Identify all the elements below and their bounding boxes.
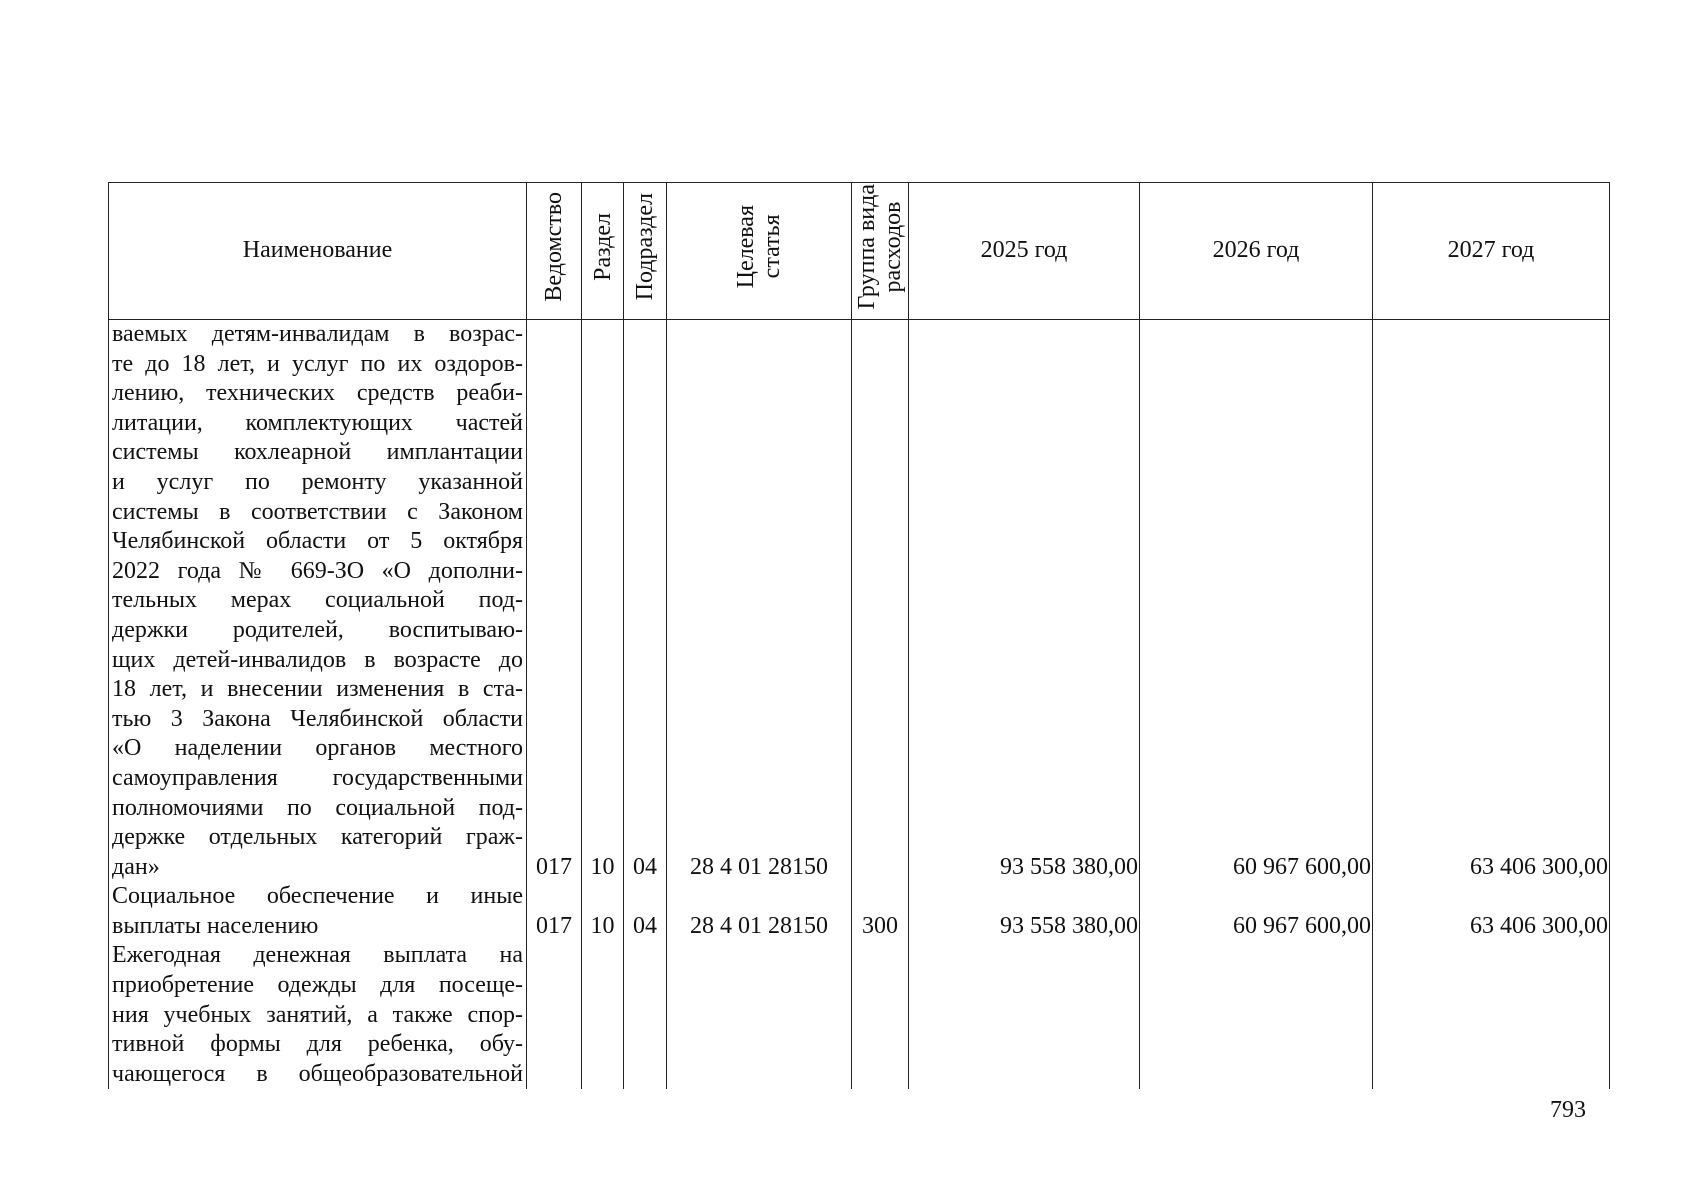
table-body [109,320,1610,1090]
name-line: 2022 года № 669-ЗО «О дополни- [112,557,523,584]
name-line: полномочиями по социальной под- [112,794,523,821]
cell-podrazdel [624,941,667,1089]
cell-2027: 63 406 300,00 [1373,320,1610,883]
name-line: выплаты населению [112,912,319,939]
cell-razdel: 10 [582,882,624,941]
name-line: «О наделении органов местного [112,735,523,762]
table-row [109,941,1610,1089]
name-line: системы в соответствии с Законом [112,498,523,525]
cell-celevaya-statya [667,941,852,1089]
cell-name [109,320,527,883]
header-2025: 2025 год [909,183,1140,320]
cell-razdel: 10 [582,320,624,883]
cell-2027: 63 406 300,00 [1373,882,1610,941]
cell-2026: 60 967 600,00 [1140,882,1373,941]
header-name: Наименование [109,183,527,320]
cell-podrazdel: 04 [624,882,667,941]
page-number: 793 [1550,1097,1586,1123]
cell-2026 [1140,941,1373,1089]
name-line: и услуг по ремонту указанной [112,468,523,495]
name-line: тельных мерах социальной под- [112,587,523,614]
cell-2026: 60 967 600,00 [1140,320,1373,883]
name-line: ния учебных занятий, а также спор- [112,1001,523,1028]
name-line: приобретение одежды для посеще- [112,972,523,999]
cell-2025 [909,941,1140,1089]
table-row [109,882,1610,941]
name-line: тью 3 Закона Челябинской области [112,705,523,732]
header-razdel: Раздел [582,183,624,320]
name-line: дан» [112,853,160,880]
name-line: Челябинской области от 5 октября [112,528,523,555]
cell-gruppa [852,320,909,883]
name-line: держки родителей, воспитываю- [112,616,523,643]
cell-celevaya-statya: 28 4 01 28150 [667,320,852,883]
table-row [109,320,1610,883]
name-line: тивной формы для ребенка, обу- [112,1031,523,1058]
cell-2025: 93 558 380,00 [909,320,1140,883]
name-line: 18 лет, и внесении изменения в ста- [112,676,523,703]
cell-name [109,941,527,1089]
name-line: литации, комплектующих частей [112,409,523,436]
cell-gruppa: 300 [852,882,909,941]
header-gruppa-vida-rashodov: Группа вида расходов [852,183,909,320]
name-line: те до 18 лет, и услуг по их оздоров- [112,350,523,377]
header-vedomstvo: Ведомство [527,183,582,320]
header-podrazdel: Подраздел [624,183,667,320]
budget-table [108,182,1610,1089]
cell-gruppa [852,941,909,1089]
name-line: самоуправления государственными [112,764,523,791]
name-line: чающегося в общеобразовательной [112,1060,523,1087]
cell-vedomstvo: 017 [527,320,582,883]
cell-podrazdel: 04 [624,320,667,883]
cell-2025: 93 558 380,00 [909,882,1140,941]
name-line: лению, технических средств реаби- [112,380,523,407]
cell-2027 [1373,941,1610,1089]
cell-razdel [582,941,624,1089]
name-line: держке отдельных категорий граж- [112,824,523,851]
name-line: щих детей-инвалидов в возрасте до [112,646,523,673]
cell-celevaya-statya: 28 4 01 28150 [667,882,852,941]
header-2026: 2026 год [1140,183,1373,320]
cell-name [109,882,527,941]
header-celevaya-statya: Целевая статья [667,183,852,320]
header-2027: 2027 год [1373,183,1610,320]
name-line: системы кохлеарной имплантации [112,439,523,466]
name-line: Социальное обеспечение и иные [112,883,523,910]
cell-vedomstvo: 017 [527,882,582,941]
name-line: Ежегодная денежная выплата на [112,942,523,969]
table-header-row [109,183,1610,320]
name-line: ваемых детям-инвалидам в возрас- [112,321,523,347]
cell-vedomstvo [527,941,582,1089]
